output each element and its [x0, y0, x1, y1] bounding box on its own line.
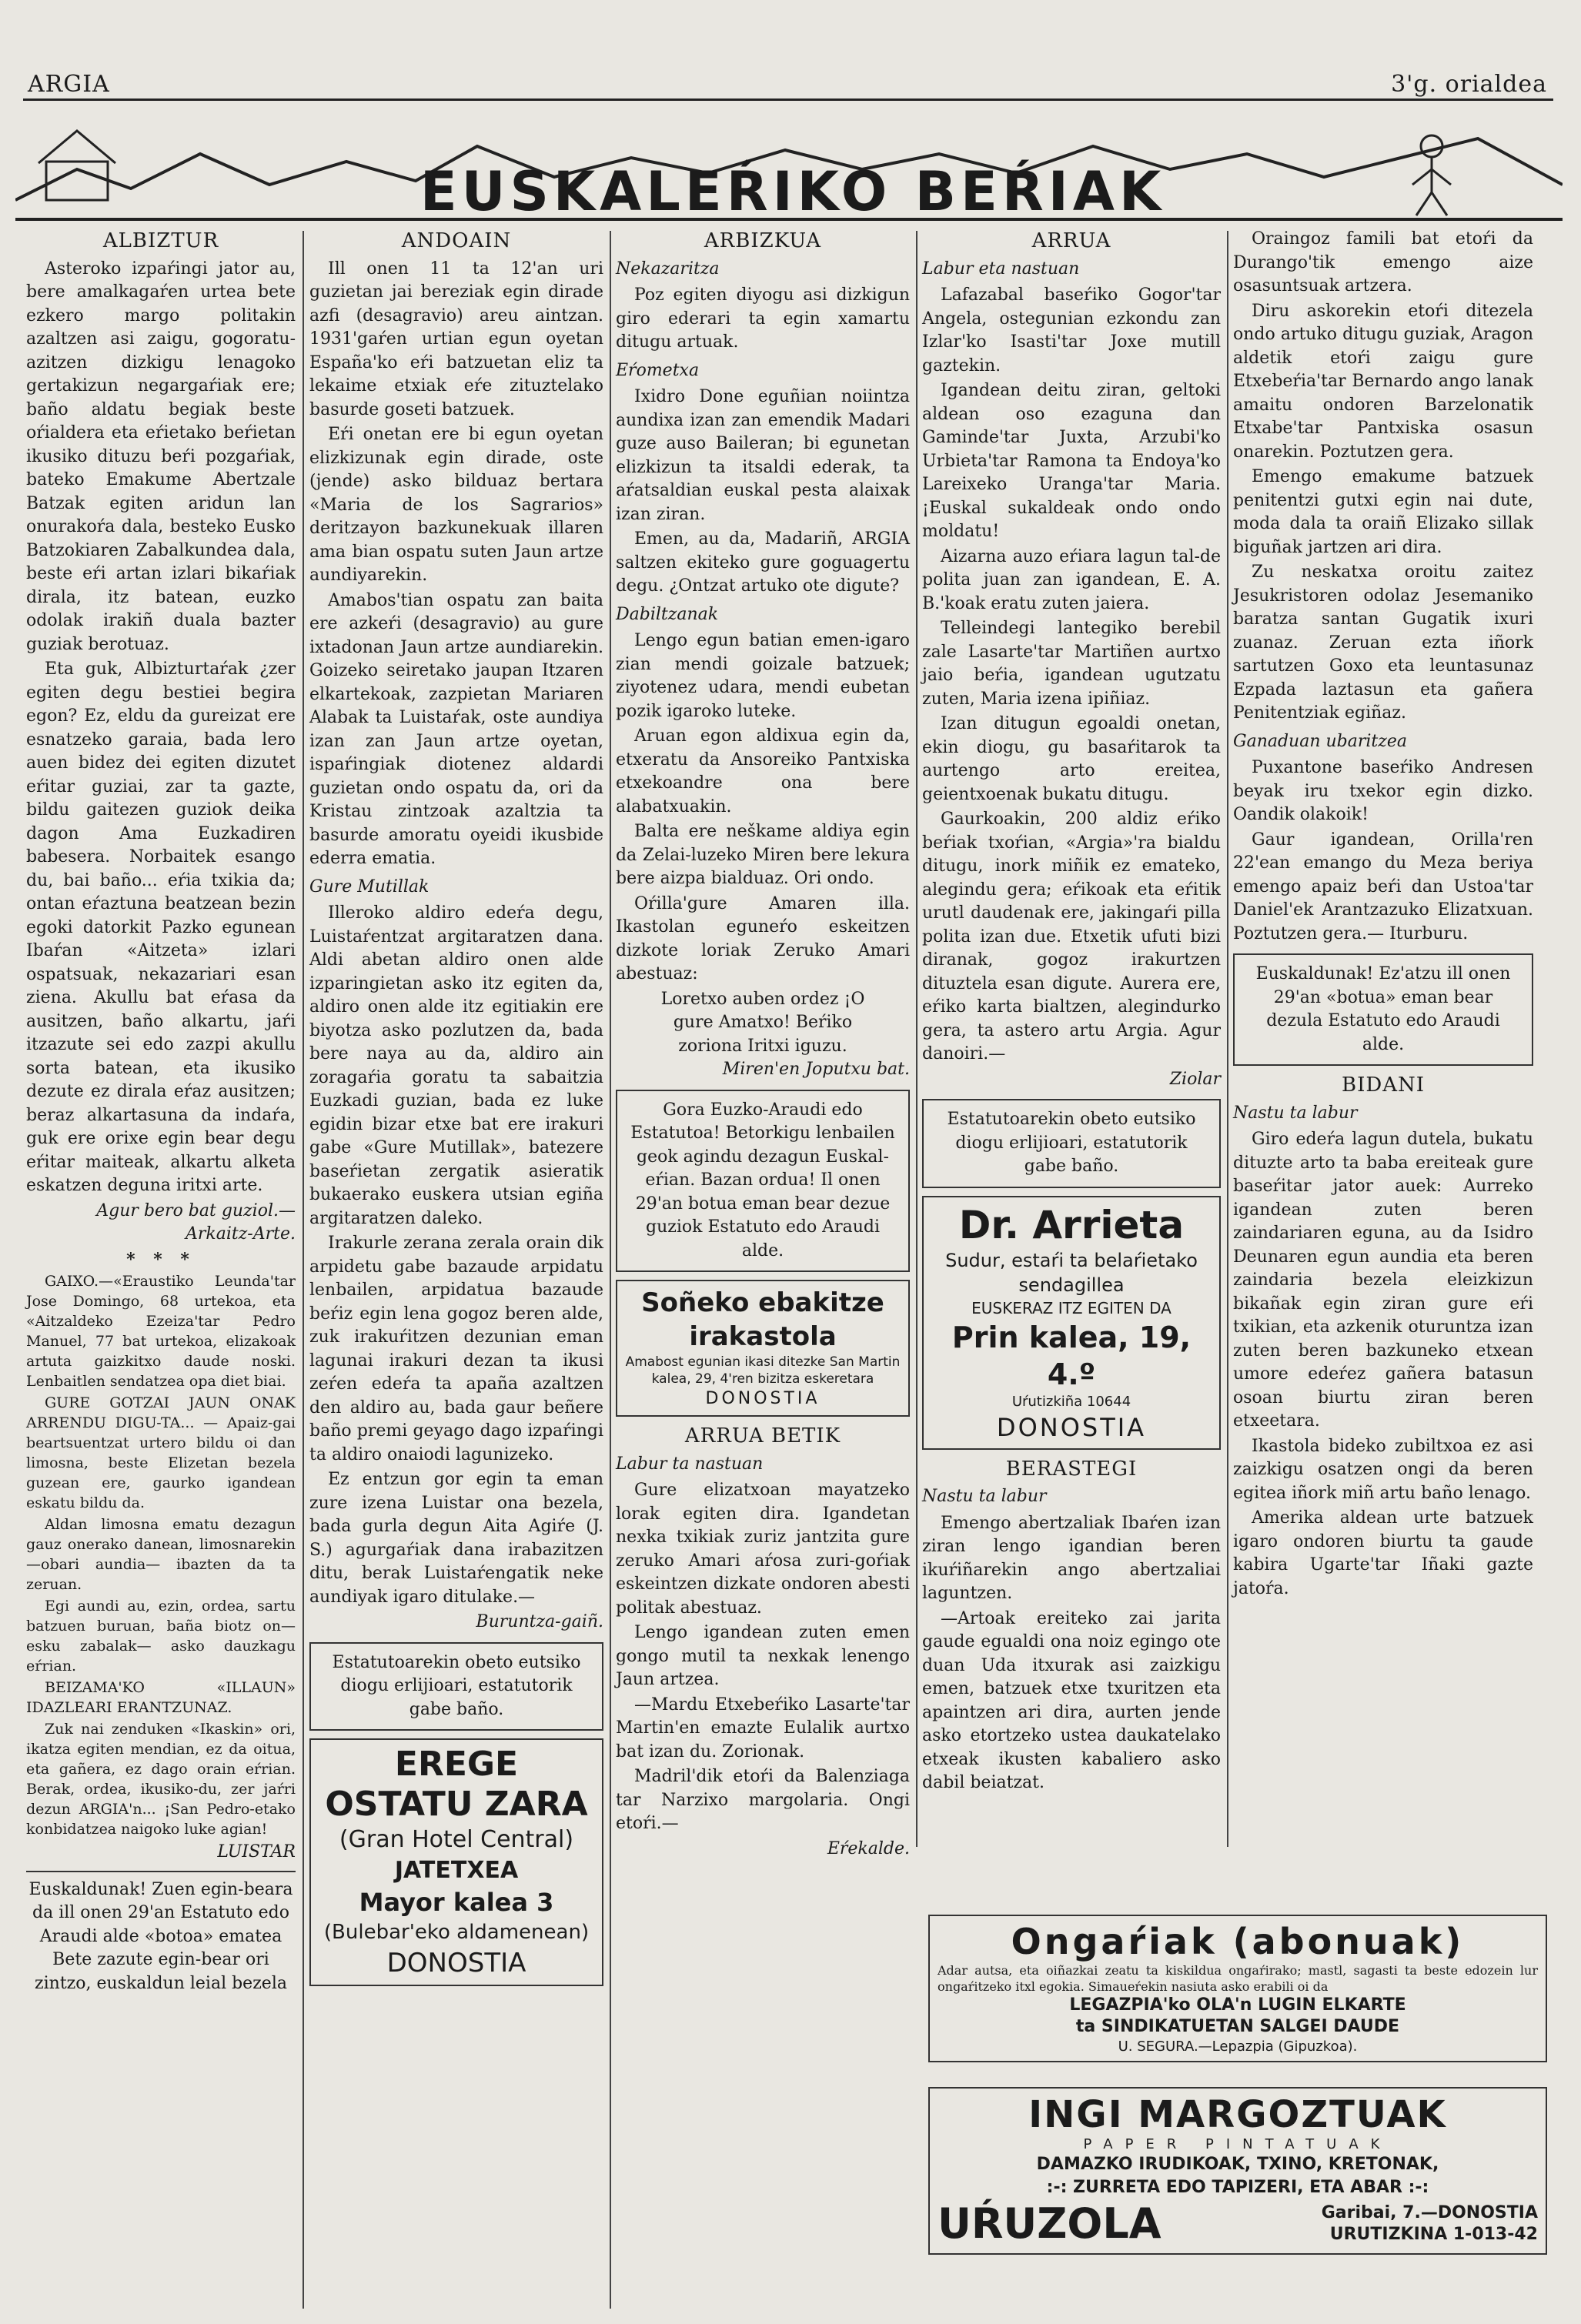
article-subheading: Nastu ta labur [922, 1487, 1047, 1506]
sewing-school-advert [616, 1280, 910, 1417]
column-albiztur [26, 228, 296, 1995]
article-heading: ARBIZKUA [704, 229, 822, 252]
article-heading: BERASTEGI [1005, 1457, 1138, 1481]
doctor-advert-line: EUSKERAZ ITZ EGITEN DA [971, 1298, 1172, 1317]
article-paragraph: Igandean deitu ziran, geltoki aldean oso ezaguna dan Gaminde'tar Juxta, Arzubi'ko Urbieta'tar Ramona ta Endoya'ko Lareixeko Uranga'tar Maria. ¡Euskal sukaldeak ondo ondo moldatu! [922, 381, 1221, 541]
article-heading: ARRUA BETIK [684, 1424, 841, 1447]
news-item: Zuk nai zenduken «Ikaskin» ori, ikatza egiten mendian, ez da oitua, eta gañera, ez dago orain eŕrian. Berak, ordea, ikusiko-du, zer jaŕri dezun ARGIA'n... ¡San Pedro-etako konbidatzea naigoko luke agian! [26, 1721, 296, 1838]
wallpaper-advert-address: Garibai, 7.—DONOSTIA [1321, 2203, 1538, 2222]
article-paragraph: Diru askorekin etoŕi ditezela ondo artuko ditugu guziak, Aragon aldetik etoŕi zaigu gure Etxebeŕia'tar Bernardo ango lanak amaitu ondoren Barzelonatik Etxabe'tar Pantxiska osasun onarekin. Poztutzen gera. [1233, 301, 1533, 462]
article-paragraph: Irakurle zerana zerala orain dik arpidetu gabe bazaude arpidatu lenbailen, arpidatua bazaude beŕiz egin lena gogoz beren alde, zuk irakuŕitzen dezunian eman lagunai irakuri dezan ta ikusi zeŕen edeŕa ta apaña azaltzen den aldiro au, bada gaur beñere baño premi geyago dago izpaŕingi ta aldiro onaiodi lagunizeko. [309, 1234, 603, 1464]
article-signature: Buruntza-gaiñ. [476, 1612, 603, 1631]
wallpaper-advert-line: :-: ZURRETA EDO TAPIZERI, ETA ABAR :-: [1046, 2178, 1429, 2197]
column-rule [1227, 231, 1228, 1847]
hotel-advert-city: DONOSTIA [386, 1948, 526, 1978]
statute-call-box: Euskaldunak! Zuen egin-beara da ill onen 29'an Estatuto edo Araudi alde «botoa» ematea [28, 1879, 293, 1946]
statute-box: Estatutoarekin obeto eutsiko diogu erlijioari, estatutorik gabe baño. [309, 1642, 603, 1731]
sewing-advert-city: DONOSTIA [705, 1389, 821, 1408]
poem: Zu neskatxa oroitu zaitez Jesukristoren odolaz Jesemaniko baratza santan Gugatik ixuri zuanaz. Zeruan ezta iñork sartutzen Goxo eta leuntasunaz Ezpada laztasun eta gañera Penitentziak egiñaz. [1233, 563, 1533, 723]
sewing-advert-body: Amabost egunian ikasi ditezke San Martin kalea, 29, 4'ren bizitza eskeretara [625, 1354, 901, 1387]
hotel-advert [309, 1738, 603, 1986]
article-subheading: Nastu ta labur [1233, 1103, 1358, 1123]
wallpaper-advert [928, 2087, 1547, 2255]
article-paragraph: Emen, au da, Madariñ, ARGIA saltzen ekiteko gure goguagertu degu. ¿Ontzat artuko ote digute? [616, 529, 910, 596]
article-signature: LUISTAR [217, 1842, 296, 1862]
column-andoain [309, 228, 603, 1994]
article-paragraph: Amabos'tian ospatu zan baita ere azkeŕi (desagravio) au gure ixtadonan Jaun artze aundiarekin. Goizeko seiretako jaupan Itzaren elkartekoak, zazpietan Mariaren Alabak ta Luistaŕak, oste aundiya izan zan Jaun artze oyetan, ispaŕingiak diotenez aldardi guzietan ondo ospatu da, ori da Kristau zintzoak azaltzia ta basurde amoratu oyeidi ikusbide ederra ematia. [309, 590, 603, 868]
running-head-left: ARGIA [28, 71, 110, 98]
fertilizer-advert-contact: U. SEGURA.—Lepazpia (Gipuzkoa). [1118, 2039, 1358, 2055]
section-title: EUSKALEŔIKO BEŔIAK [419, 160, 1166, 223]
article-paragraph: Giro edeŕa lagun dutela, bukatu dituzte arto ta baba ereiteak gure baseŕitar jator auek: Aurreko igandean zuten beren zaindariaren eguna, au da Isidro Deunaren egun aundia eta beren zaindaria bezela eleizkizun bikañak egin ziran gure eŕi txikian, eta azkenik oturuntza izan zuten beren bazkuneko etxean umore edeŕez gañera batasun osoan biurtu ziran beren etxeetara. [1233, 1130, 1533, 1431]
article-paragraph: Puxantone baseŕiko Andresen beyak iru txekor egin dizko. Oandik olakoik! [1233, 758, 1533, 824]
article-heading: ALBIZTUR [102, 229, 219, 252]
article-paragraph: Gaurkoakin, 200 aldiz eŕiko beŕiak txoŕian, «Argia»'ra bialdu ditugu, inork miñik ez emateko, alegindu gera; eŕikoak eta eŕitik urutl daudenak ere, jakingaŕi pilla polita izan due. Etxetik ufuti bizi diranak, gogoz irakurtzen dituztela esan digute. Aurera ere, eŕiko karta bialtzen, alegindurko gera, ta astero artu Argia. Agur danoiri.— [922, 810, 1221, 1063]
article-paragraph: Poz egiten diyogu asi dizkigun giro ederari ta egin xamartu ditugu artuak. [616, 285, 910, 352]
article-paragraph: Lafazabal baseŕiko Gogor'tar Angela, ostegunian ezkondu zan Izlar'ko Isasti'tar Joxe mutill gaztekin. [922, 285, 1221, 376]
article-subheading: Gure Mutillak [309, 877, 430, 897]
article-paragraph: Izan ditugun egoaldi onetan, ekin diogu, gu basaŕitarok ta aurtengo arto ereitea, geientxoenak bukatu ditugu. [922, 714, 1221, 804]
article-paragraph: Asteroko izpaŕingi jator au, bere amalkagaŕen urtea bete ezkero margo politakin azaltzen asi zaigu, gogoratu-azitzen dizkigu lenagoko gertakizun negargaŕiak ere; baño aldatu begiak beste oŕialdera eta eŕietako beŕietan ikusiko dituzu beŕi pozgaŕiak, bateko Emakume Abertzale Batzak egiten aridun lan onurakoŕa dala, besteko Eusko Batzokiaren Zabalkundea dala, beste eŕi artan izlari bikaŕiak dirala, itz batean, euzko odolak irakiñ duala bazter guziak berotuaz. [26, 259, 296, 654]
article-heading: ANDOAIN [401, 229, 512, 252]
hotel-advert-line: JATETXEA [394, 1857, 519, 1884]
article-paragraph: Telleindegi lantegiko berebil zale Lasarte'tar Martiñen aurtxo jaio beŕia, igandean ugutzatu zuten, Maria izena ipiñiaz. [922, 619, 1221, 709]
article-paragraph: Eta guk, Albizturtaŕak ¿zer egiten degu bestiei begira egon? Ez, eldu da gureizat ere esnatzeko garaia, bada lero auen bidez dei egiten dizutet eŕitar guziai, zar ta gazte, bildu gaitezen guziok deika dagon Ama Euzkadiren babesera. Norbaitek esango du, bai baño... eŕia txikia da; ontan eŕaztuna beatzean bezin egoki datorkit Pazko egunean Ibaŕan «Aitzeta» izlari ospatsuak, nekazariari esan ziena. Akullu bat eŕasa da ausitzen, baño alkartu, jaŕi itzazute sei edo zazpi akullu sorta batean, eta ikusiko dezute ez dirala eŕaz ausitzen; beraz alkartasuna da indaŕa, guk ere orixe egin bear degu eŕitar maiteak, alkartu alketa eskatzen deguna iritxi arte. [26, 659, 296, 1195]
article-paragraph: Emengo abertzaliak Ibaŕen izan ziran lengo igandian beren ikuŕiñarekin ango abertzaliai laguntzen. [922, 1513, 1221, 1603]
article-heading: BIDANI [1341, 1074, 1426, 1097]
doctor-advert [922, 1196, 1221, 1450]
fertilizer-advert-line: LEGAZPIA'ko OLA'n LUGIN ELKARTE [1069, 1995, 1406, 2015]
article-signature: Eŕekalde. [827, 1838, 910, 1858]
article-paragraph: Ez entzun gor egin ta eman zure izena Luistar ona bezela, bada gurla degun Aita Agiŕe (J. S.) agurgaŕiak dana irabazitzen ditu, berak Luistaŕengatik neke aundiyak igaro ditulake.— [309, 1470, 603, 1607]
article-paragraph: Gure elizatxoan mayatzeko lorak egiten dira. Igandetan nexka txikiak zuriz jantzita gure zeruko Amari aŕosa zuri-goŕiak eskeintzen dizkate ondoren abesti politak abestuaz. [616, 1481, 910, 1618]
statute-box: Euskaldunak! Ez'atzu ill onen 29'an «botua» eman bear dezula Estatuto edo Araudi alde. [1233, 953, 1533, 1066]
verse: Loretxo auben ordez ¡O gure Amatxo! Beŕiko zoriona Iritxi iguzu. [660, 989, 865, 1056]
news-item: BEIZAMA'KO «ILLAUN» IDAZLEARI ERANTZUNAZ. [26, 1679, 296, 1716]
divider [26, 1871, 296, 1872]
article-signature: Agur bero bat guziol.— Arkaitz-Arte. [96, 1200, 296, 1244]
article-paragraph: Oŕilla'gure Amaren illa. Ikastolan eguneŕo eskeitzen dizkote loriak Zeruko Amari abestuaz: [616, 893, 910, 983]
article-subheading: Labur eta nastuan [922, 259, 1080, 279]
fertilizer-advert-body: Adar autsa, eta oiñazkai zeatu ta kiskildua ongaŕirako; mastl, sagasti ta beste edozein lur ongaŕitzeko itxl egokia. Simaueŕekin nasiuta asko erabili oi da [938, 1963, 1538, 1994]
fertilizer-advert-line: ta SINDIKATUETAN SALGEI DAUDE [1075, 2017, 1400, 2036]
article-heading: ARRUA [1031, 229, 1111, 252]
hotel-advert-address: Mayor kalea 3 [359, 1888, 554, 1917]
article-paragraph: —Artoak ereiteko zai jarita gaude egualdi ona noiz egingo ote duan Uda itxurak asi zaizkigu emen, batzuek etxe txuritzen eta apaintzen ari dira, aurten jende asko etortzeko ustea daukatelako etxeak ikusten kabaliero asko dabil beiatzat. [922, 1608, 1221, 1792]
news-item: Aldan limosna ematu dezagun gauz onerako danean, limosnarekin —obari aundia— ibazten da ta zeruan. [26, 1516, 296, 1593]
article-subheading: Labur ta nastuan [616, 1454, 764, 1474]
article-paragraph: —Mardu Etxebeŕiko Lasarte'tar Martin'en emazte Eulalik aurtxo bat izan du. Zorionak. [616, 1695, 910, 1761]
statute-box: Gora Euzko-Araudi edo Estatutoa! Betorkigu lenbailen geok agindu dezagun Euskal-eŕian. Bazan ordua! Il onen 29'an botua eman bear dezue guziok Estatuto edo Araudi alde. [616, 1090, 910, 1273]
wallpaper-advert-phone: URUTIZKINA 1-013-42 [1329, 2225, 1538, 2244]
article-paragraph: Balta ere neškame aldiya egin da Zelai-luzeko Miren bere lekura bere aizpa bialduaz. Ori ondo. [616, 822, 910, 888]
article-paragraph: Eŕi onetan ere bi egun oyetan elizkizunak egin dirade, oste (jende) asko bilduaz bertara «Maria de los Sagrarios» deritzayon bazkunekuak illaren ama bian ospatu suten Jaun artze aundiyarekin. [309, 425, 603, 585]
fertilizer-advert [928, 1915, 1547, 2062]
running-head-right: 3'g. orialdea [1391, 71, 1547, 98]
article-paragraph: Illeroko aldiro edeŕa degu, Luistaŕentzat argitaratzen dana. Aldi abetan aldiro onen alde izparingietan asko itz egiten da, aldiro onen alde itz egitiakin ere biyotza asko pozlutzen da, bada bere naya au da, aldiro ain zoragaŕia goratu ta sabaitzia Euzkadi guzian, bada ez luke egidin bizar etxe bat ere irakuri gabe «Gure Mutillak», batezere baseŕietan zergatik asieratik bukaerako euskera utsian egiña argitaratzen daleko. [309, 903, 603, 1228]
article-paragraph: Lengo egun batian emen-igaro zian mendi goizale batzuek; ziyotenez udara, mendi eubetan pozik igaroko luteke. [616, 631, 910, 721]
statute-call-text: Bete zazute egin-bear ori zintzo, euskaldun leial bezela [35, 1950, 287, 1993]
news-item: Egi aundi au, ezin, ordea, sartu batzuen buruan, baña biotz on—esku zabalak— asko dauzkagu eŕrian. [26, 1598, 296, 1675]
hotel-advert-line: (Bulebar'eko aldamenean) [323, 1921, 590, 1944]
doctor-advert-phone: Uŕutizkiña 10644 [1011, 1393, 1131, 1410]
column-rule [916, 231, 918, 1847]
article-subheading: Nekazaritza [616, 259, 720, 279]
wallpaper-advert-shop-name: UŔUZOLA [938, 2199, 1162, 2248]
article-paragraph: Amerika aldean urte batzuek igaro ondoren biurtu ta gaude kabira Ugarte'tar Iñaki gazte jatoŕa. [1233, 1508, 1533, 1598]
article-paragraph: Emengo emakume batzuek penitentzi gutxi egin nai dute, moda dala ta oraiñ Elizako sillak biguñak jartzen ari dira. [1233, 467, 1533, 557]
doctor-advert-specialty: Sudur, estaŕi ta belaŕietako sendagillea [945, 1249, 1198, 1296]
wallpaper-advert-subtitle: PAPER PINTATUAK [1083, 2136, 1392, 2152]
article-paragraph: Aruan egon aldixua egin da, etxeratu da Ansoreiko Pantxiska etxekoandre ona bere alabatxuakin. [616, 726, 910, 816]
article-paragraph: Lengo igandean zuten emen gongo mutil ta nexkak lenengo Jaun artzea. [616, 1623, 910, 1689]
fertilizer-advert-title: Ongaŕiak (abonuak) [1011, 1921, 1465, 1962]
article-paragraph: Ikastola bideko zubiltxoa ez asi zaizkigu osatzen ongi da beren egitea iñork miñ artu baño lenago. [1233, 1436, 1533, 1503]
article-paragraph: Ill onen 11 ta 12'an uri guzietan jai bereziak egin dirade azfi (desagravio) areu aintzan. 1931'gaŕen urtian egun oyetan España'ko eŕi batzuetan eliz ta lekaime etxiak eŕe zituztelako basurde goseti batzuek. [309, 259, 603, 419]
column-arrua-continued [1233, 228, 1533, 1602]
article-paragraph: Gaur igandean, Orilla'ren 22'ean emango du Meza beriya emengo apaiz beŕi dan Ustoa'tar Daniel'ek Arantzazuko Elizatxuan. Poztutzen gera.— Iturburu. [1233, 830, 1533, 943]
column-arbizkua [616, 228, 910, 1861]
news-item: GAIXO.—«Eraustiko Leunda'tar Jose Domingo, 68 urtekoa, eta «Aitzaldeko Ezeiza'tar Pedro Manuel, 77 bat urtekoa, elizakoak artuta gaizkitxo daude noski. Lenbaitlen sendatzea opa diet biai. [26, 1273, 296, 1390]
article-subheading: Ganaduan ubaritzea [1233, 731, 1407, 751]
article-subheading: Eŕometxa [616, 360, 700, 380]
column-rule [610, 231, 611, 2309]
wallpaper-advert-title: INGI MARGOZTUAK [1028, 2093, 1447, 2136]
header-rule [23, 99, 1553, 101]
section-divider-stars: * * * [126, 1249, 196, 1270]
statute-box: Estatutoarekin obeto eutsiko diogu erlijioari, estatutorik gabe baño. [922, 1099, 1221, 1188]
article-paragraph: Ixidro Done eguñian noiintza aundixa izan zan emendik Madari guze auso Baileran; bi egunetan elizkizun ta itsaldi ederak, ta aŕatsaldian euskal pesta alaixak izan ziran. [616, 387, 910, 524]
article-paragraph: Madril'dik etoŕi da Balenziaga tar Narzixo margolaria. Ongi etoŕi.— [616, 1767, 910, 1833]
article-paragraph: Oraingoz famili bat etoŕi da Durango'tik emengo aize osasuntsuak artzera. [1233, 229, 1533, 296]
doctor-advert-city: DONOSTIA [996, 1412, 1147, 1442]
article-paragraph: Aizarna auzo eŕiara lagun tal-de polita juan zan igandean, E. A. B.'koak eratu zuten jaiera. [922, 546, 1221, 613]
column-arrua [922, 228, 1221, 1797]
article-signature: Ziolar [1169, 1069, 1221, 1089]
sewing-advert-title: Soñeko ebakitze irakastola [641, 1287, 884, 1352]
doctor-advert-address: Prin kalea, 19, 4.º [951, 1320, 1192, 1391]
wallpaper-advert-line: DAMAZKO IRUDIKOAK, TXINO, KRETONAK, [1036, 2155, 1439, 2174]
news-item: GURE GOTZAI JAUN ONAK ARRENDU DIGU-TA... — Apaiz-gai beartsuentzat urtero bildu oi dan limosna, beste Elizetan bezela guzean ere, gaurko igandean eskatu bildu da. [26, 1394, 296, 1511]
hotel-advert-title: EREGE OSTATU ZARA [325, 1745, 588, 1824]
column-rule [302, 231, 304, 2309]
article-signature: Miren'en Joputxu bat. [722, 1060, 910, 1079]
article-subheading: Dabiltzanak [616, 604, 719, 624]
doctor-advert-name: Dr. Arrieta [958, 1202, 1185, 1247]
hotel-advert-subtitle: (Gran Hotel Central) [339, 1826, 574, 1853]
